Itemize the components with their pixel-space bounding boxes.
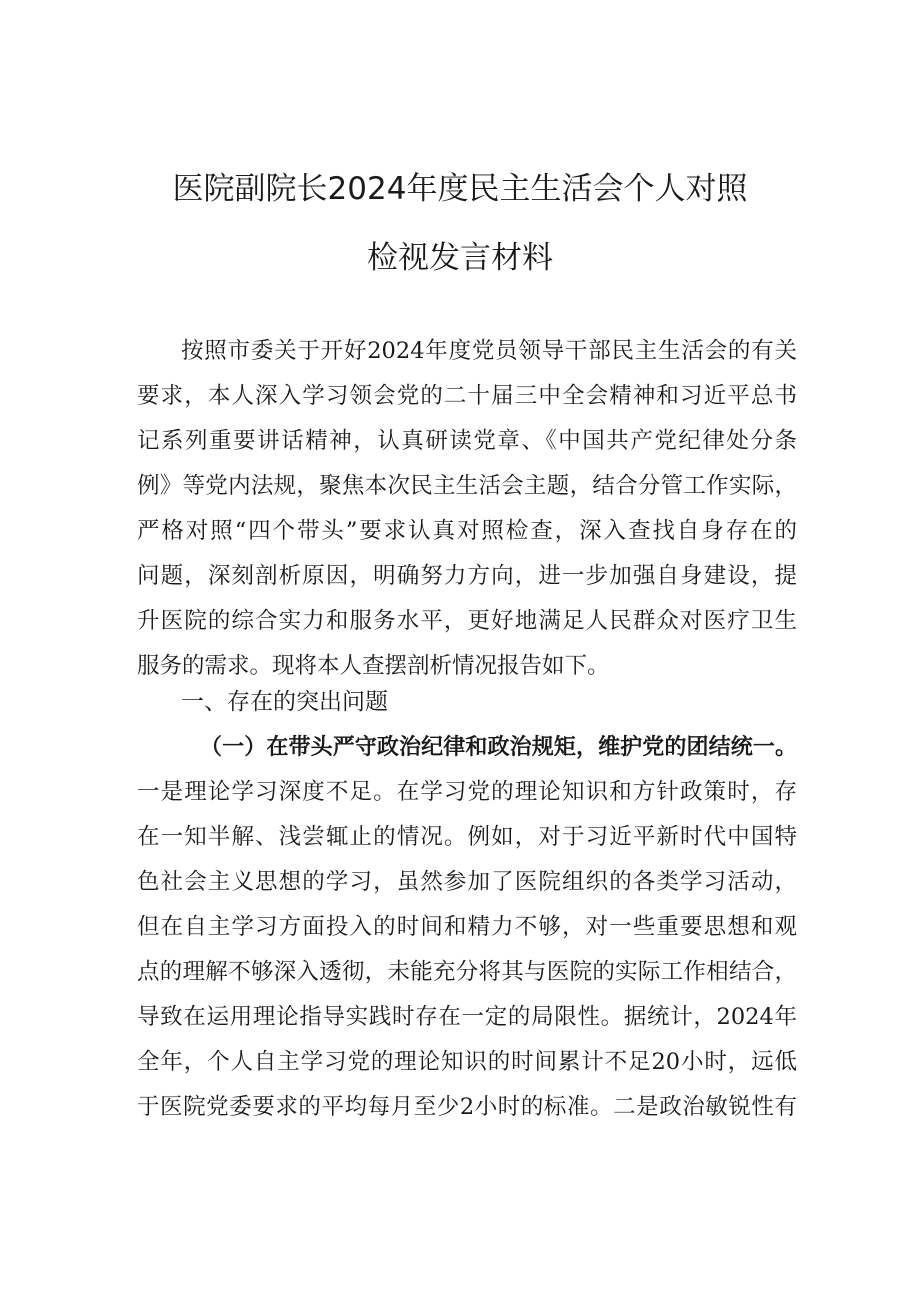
intro-line: 严格对照“四个带头”要求认真对照检查，深入查找自身存在的	[137, 518, 797, 544]
intro-line: 服务的需求。现将本人查摆剖析情况报告如下。	[137, 653, 610, 679]
body-line: 一是理论学习深度不足。在学习党的理论知识和方针政策时，存	[137, 779, 797, 805]
body-line: 在一知半解、浅尝辄止的情况。例如，对于习近平新时代中国特	[137, 824, 797, 850]
intro-line: 例》等党内法规，聚焦本次民主生活会主题，结合分管工作实际，	[137, 473, 797, 499]
intro-line: 记系列重要讲话精神，认真研读党章、《中国共产党纪律处分条	[137, 428, 797, 454]
intro-line: 按照市委关于开好2024年度党员领导干部民主生活会的有关	[181, 338, 797, 364]
body-line: 但在自主学习方面投入的时间和精力不够，对一些重要思想和观	[137, 914, 797, 940]
document-title-line-2: 检视发言材料	[367, 240, 553, 276]
intro-line: 要求，本人深入学习领会党的二十届三中全会精神和习近平总书	[137, 383, 797, 409]
body-line: 于医院党委要求的平均每月至少2小时的标准。二是政治敏锐性有	[137, 1094, 797, 1120]
body-line: 导致在运用理论指导实践时存在一定的局限性。据统计，2024年	[137, 1004, 797, 1030]
intro-line: 升医院的综合实力和服务水平，更好地满足人民群众对医疗卫生	[137, 608, 797, 634]
section-subheading: （一）在带头严守政治纪律和政治规矩，维护党的团结统一。	[200, 734, 797, 760]
body-line: 点的理解不够深入透彻，未能充分将其与医院的实际工作相结合，	[137, 959, 797, 985]
body-line: 色社会主义思想的学习，虽然参加了医院组织的各类学习活动，	[137, 869, 797, 895]
intro-line: 问题，深刻剖析原因，明确努力方向，进一步加强自身建设，提	[137, 563, 797, 589]
body-line: 全年，个人自主学习党的理论知识的时间累计不足20小时，远低	[137, 1049, 797, 1075]
section-heading: 一、存在的突出问题	[181, 689, 388, 715]
document-title-line-1: 医院副院长2024年度民主生活会个人对照	[172, 171, 748, 207]
